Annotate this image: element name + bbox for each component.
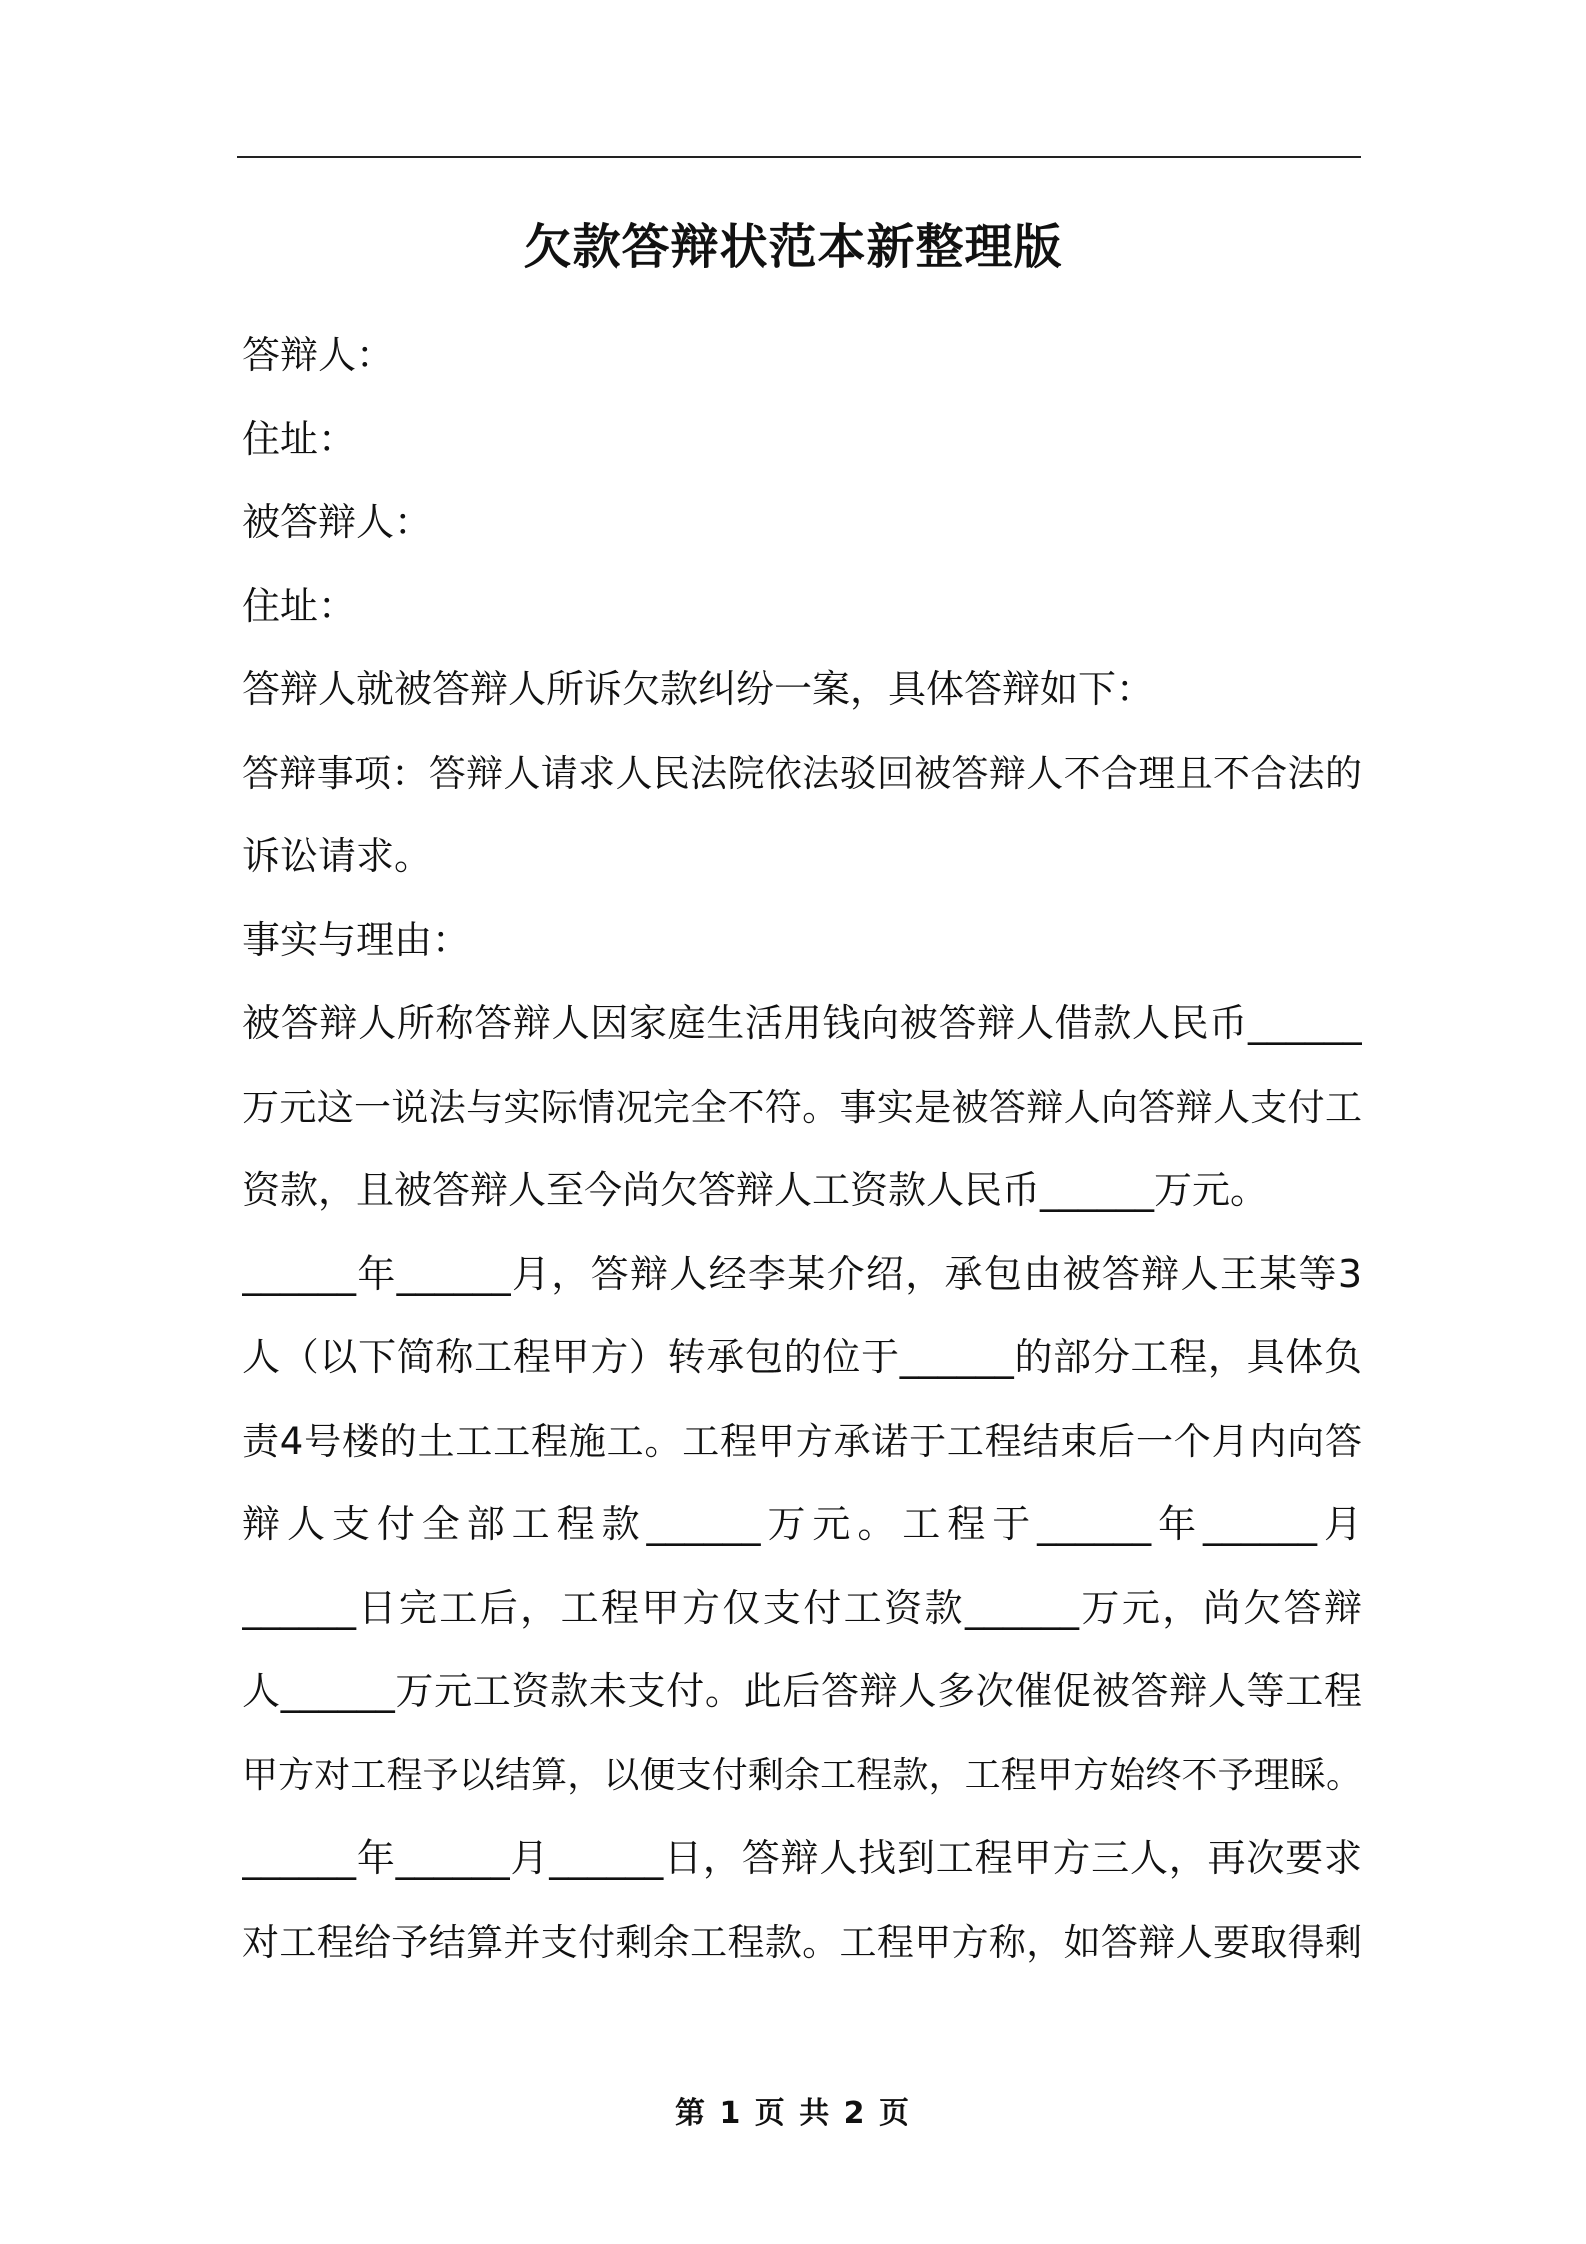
text-line: 答辩人： (242, 333, 395, 377)
text-line: 答辩事项：答辩人请求人民法院依法驳回被答辩人不合理且不合法的 (242, 751, 1362, 795)
header-rule (237, 156, 1361, 158)
text-line: 答辩人就被答辩人所诉欠款纠纷一案，具体答辩如下： (242, 667, 1155, 711)
text-line: 被答辩人所称答辩人因家庭生活用钱向被答辩人借款人民币______ (242, 1001, 1362, 1045)
text-line: ______年______月______日，答辩人找到工程甲方三人，再次要求 (242, 1836, 1362, 1880)
text-line: ______日完工后，工程甲方仅支付工资款______万元，尚欠答辩 (242, 1585, 1362, 1630)
document-title: 欠款答辩状范本新整理版 (523, 219, 1063, 275)
text-line: 责4号楼的土工工程施工。工程甲方承诺于工程结束后一个月内向答 (242, 1419, 1362, 1463)
text-line: ______年______月，答辩人经李某介绍，承包由被答辩人王某等3 (242, 1251, 1362, 1296)
text-line: 万元这一说法与实际情况完全不符。事实是被答辩人向答辩人支付工 (242, 1085, 1362, 1129)
text-line: 被答辩人： (242, 500, 433, 544)
text-line: 事实与理由： (242, 917, 471, 962)
text-line: 住址： (242, 583, 357, 628)
text-line: 诉讼请求。 (242, 834, 433, 878)
text-line: 资款，且被答辩人至今尚欠答辩人工资款人民币______万元。 (242, 1168, 1269, 1212)
document-body (242, 314, 1362, 1984)
text-line: 人（以下简称工程甲方）转承包的位于______的部分工程，具体负 (242, 1335, 1362, 1379)
text-line: 人______万元工资款未支付。此后答辩人多次催促被答辩人等工程 (242, 1669, 1362, 1713)
text-line: 住址： (242, 416, 357, 461)
page-number-footer: 第 1 页 共 2 页 (675, 2096, 911, 2131)
text-line: 对工程给予结算并支付剩余工程款。工程甲方称，如答辩人要取得剩 (242, 1920, 1362, 1964)
text-line: 辩人支付全部工程款______万元。工程于______年______月 (242, 1502, 1362, 1546)
text-line: 甲方对工程予以结算，以便支付剩余工程款，工程甲方始终不予理睬。 (242, 1754, 1362, 1796)
